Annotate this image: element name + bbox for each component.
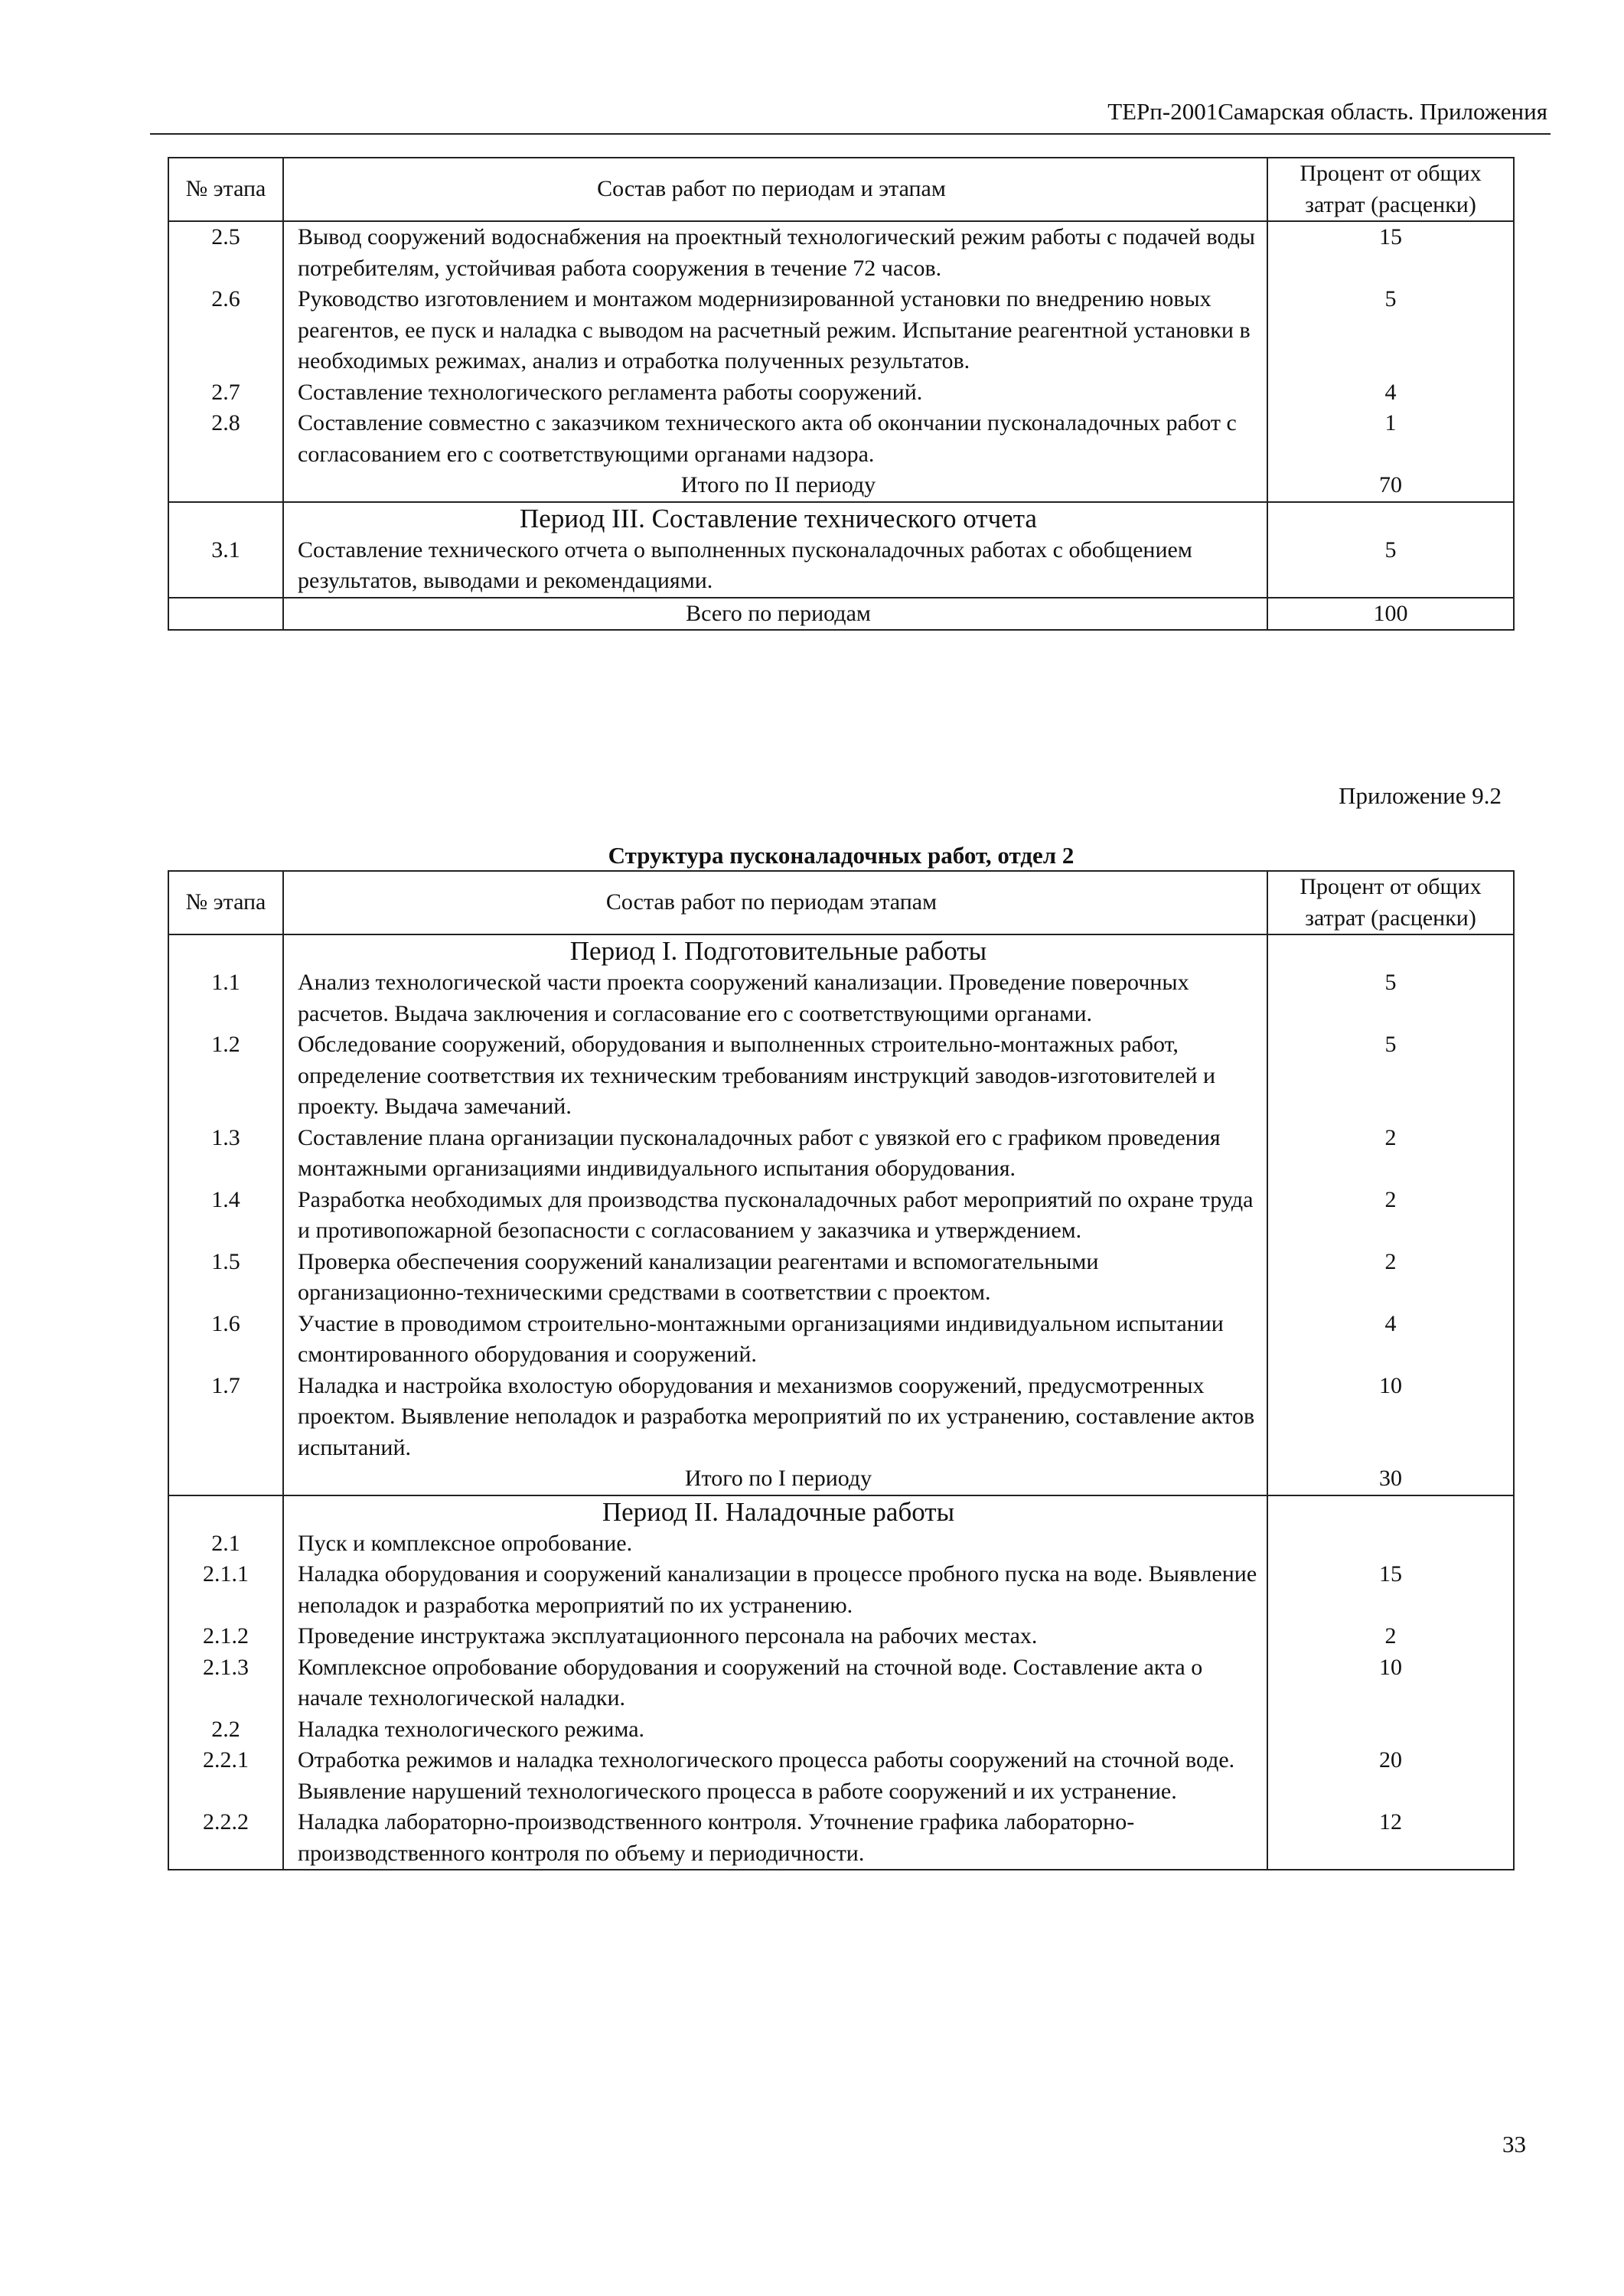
total-row (168, 598, 1514, 631)
period-heading: Период III. Составление технического отчета (283, 502, 1267, 535)
stage-num: 2.1 (168, 1528, 283, 1560)
stage-pct: 4 (1267, 1309, 1514, 1371)
stage-pct: 15 (1267, 1559, 1514, 1621)
stage-desc: Наладка технологического режима. (283, 1714, 1267, 1746)
stage-pct (1267, 1528, 1514, 1560)
stage-desc: Пуск и комплексное опробование. (283, 1528, 1267, 1560)
table-row (168, 408, 1514, 470)
table-row (168, 1029, 1514, 1123)
table-2 (168, 870, 1515, 1870)
col-header-desc: Состав работ по периодам этапам (283, 871, 1267, 934)
period-heading-row (168, 1495, 1514, 1528)
table-row (168, 535, 1514, 598)
stage-pct: 15 (1267, 221, 1514, 284)
subtotal-row (168, 1463, 1514, 1495)
table-2-title: Структура пусконаладочных работ, отдел 2 (608, 842, 1075, 869)
stage-desc: Наладка лабораторно-производственного контроля. Уточнение графика лабораторно-производственного контроля по объему и периодичности. (283, 1807, 1267, 1870)
stage-desc: Участие в проводимом строительно-монтажными организациями индивидуальном испытании смонтированного оборудования и сооружений. (283, 1309, 1267, 1371)
stage-desc: Проверка обеспечения сооружений канализации реагентами и вспомогательными организационно-техническими средствами в соответствии с проектом. (283, 1247, 1267, 1309)
col-header-pct: Процент от общих затрат (расценки) (1267, 871, 1514, 934)
stage-desc: Отработка режимов и наладка технологического процесса работы сооружений на сточной воде. Выявление нарушений технологического процесса в работе сооружений и их устранение. (283, 1745, 1267, 1807)
total-pct: 100 (1267, 598, 1514, 631)
stage-desc: Руководство изготовлением и монтажом модернизированной установки по внедрению новых реагентов, ее пуск и наладка с выводом на расчетный режим. Испытание реагентной установки в необходимых режимах, анализ и отработка полученных результатов. (283, 284, 1267, 377)
table-row (168, 1807, 1514, 1870)
stage-num: 2.7 (168, 377, 283, 409)
stage-pct: 4 (1267, 377, 1514, 409)
stage-num: 2.2.2 (168, 1807, 283, 1870)
stage-desc: Обследование сооружений, оборудования и выполненных строительно-монтажных работ, определение соответствия их техническим требованиям инструкций заводов-изготовителей и проекту. Выдача замечаний. (283, 1029, 1267, 1123)
stage-num: 2.6 (168, 284, 283, 377)
stage-desc: Проведение инструктажа эксплуатационного персонала на рабочих местах. (283, 1621, 1267, 1652)
table-row (168, 221, 1514, 284)
stage-num: 1.3 (168, 1123, 283, 1185)
stage-num: 1.2 (168, 1029, 283, 1123)
table-row (168, 967, 1514, 1029)
page-number: 33 (1502, 2131, 1526, 2157)
table-row (168, 1123, 1514, 1185)
period-heading-row (168, 502, 1514, 535)
stage-pct: 2 (1267, 1621, 1514, 1652)
table-2-header-row (168, 871, 1514, 934)
period-heading: Период II. Наладочные работы (283, 1495, 1267, 1528)
table-1-header-row (168, 158, 1514, 221)
stage-pct: 1 (1267, 408, 1514, 470)
stage-pct: 12 (1267, 1807, 1514, 1870)
stage-desc: Составление совместно с заказчиком технического акта об окончании пусконаладочных работ с согласованием его с соответствующими органами надзора. (283, 408, 1267, 470)
table-row (168, 377, 1514, 409)
stage-pct: 2 (1267, 1247, 1514, 1309)
total-label: Всего по периодам (283, 598, 1267, 631)
table-row (168, 284, 1514, 377)
stage-num: 2.8 (168, 408, 283, 470)
stage-desc: Составление плана организации пусконаладочных работ с увязкой его с графиком проведения монтажными организациями индивидуального испытания оборудования. (283, 1123, 1267, 1185)
stage-num: 1.4 (168, 1185, 283, 1247)
subtotal-pct: 70 (1267, 470, 1514, 502)
table-row (168, 1371, 1514, 1464)
stage-num: 2.1.2 (168, 1621, 283, 1652)
stage-num: 3.1 (168, 535, 283, 598)
stage-num: 2.5 (168, 221, 283, 284)
stage-pct (1267, 1714, 1514, 1746)
stage-desc: Анализ технологической части проекта сооружений канализации. Проведение поверочных расчетов. Выдача заключения и согласование его с соответствующими органами. (283, 967, 1267, 1029)
table-row (168, 1247, 1514, 1309)
stage-num: 2.2.1 (168, 1745, 283, 1807)
table-row (168, 1528, 1514, 1560)
period-heading-row (168, 934, 1514, 967)
table-row (168, 1652, 1514, 1714)
stage-pct: 5 (1267, 535, 1514, 598)
stage-desc: Разработка необходимых для производства пусконаладочных работ мероприятий по охране труда и противопожарной безопасности с согласованием у заказчика и утверждением. (283, 1185, 1267, 1247)
stage-num: 1.5 (168, 1247, 283, 1309)
stage-pct: 5 (1267, 1029, 1514, 1123)
stage-num: 1.7 (168, 1371, 283, 1464)
stage-desc: Наладка и настройка вхолостую оборудования и механизмов сооружений, предусмотренных проектом. Выявление неполадок и разработка мероприятий по их устранению, составление актов испытаний. (283, 1371, 1267, 1464)
stage-pct: 2 (1267, 1185, 1514, 1247)
subtotal-label: Итого по I периоду (283, 1463, 1267, 1495)
stage-desc: Составление технического отчета о выполненных пусконаладочных работах с обобщением результатов, выводами и рекомендациями. (283, 535, 1267, 598)
col-header-num: № этапа (168, 158, 283, 221)
stage-desc: Комплексное опробование оборудования и сооружений на сточной воде. Составление акта о начале технологической наладки. (283, 1652, 1267, 1714)
stage-pct: 5 (1267, 284, 1514, 377)
stage-num: 2.1.3 (168, 1652, 283, 1714)
subtotal-label: Итого по II периоду (283, 470, 1267, 502)
running-header: ТЕРп-2001Самарская область. Приложения (1107, 98, 1547, 125)
stage-num: 2.2 (168, 1714, 283, 1746)
stage-pct: 10 (1267, 1371, 1514, 1464)
table-row (168, 1714, 1514, 1746)
col-header-pct: Процент от общих затрат (расценки) (1267, 158, 1514, 221)
period-heading: Период I. Подготовительные работы (283, 934, 1267, 967)
subtotal-row (168, 470, 1514, 502)
subtotal-pct: 30 (1267, 1463, 1514, 1495)
table-row (168, 1621, 1514, 1652)
stage-desc: Составление технологического регламента работы сооружений. (283, 377, 1267, 409)
stage-desc: Наладка оборудования и сооружений канализации в процессе пробного пуска на воде. Выявление неполадок и разработка мероприятий по их устранению. (283, 1559, 1267, 1621)
stage-pct: 2 (1267, 1123, 1514, 1185)
stage-num: 2.1.1 (168, 1559, 283, 1621)
header-rule (150, 133, 1551, 135)
stage-pct: 20 (1267, 1745, 1514, 1807)
table-row (168, 1745, 1514, 1807)
table-row (168, 1559, 1514, 1621)
appendix-label: Приложение 9.2 (1339, 782, 1502, 809)
table-1 (168, 157, 1515, 631)
stage-desc: Вывод сооружений водоснабжения на проектный технологический режим работы с подачей воды потребителям, устойчивая работа сооружения в течение 72 часов. (283, 221, 1267, 284)
stage-num: 1.6 (168, 1309, 283, 1371)
table-row (168, 1185, 1514, 1247)
col-header-desc: Состав работ по периодам и этапам (283, 158, 1267, 221)
stage-num: 1.1 (168, 967, 283, 1029)
stage-pct: 10 (1267, 1652, 1514, 1714)
stage-pct: 5 (1267, 967, 1514, 1029)
col-header-num: № этапа (168, 871, 283, 934)
table-row (168, 1309, 1514, 1371)
